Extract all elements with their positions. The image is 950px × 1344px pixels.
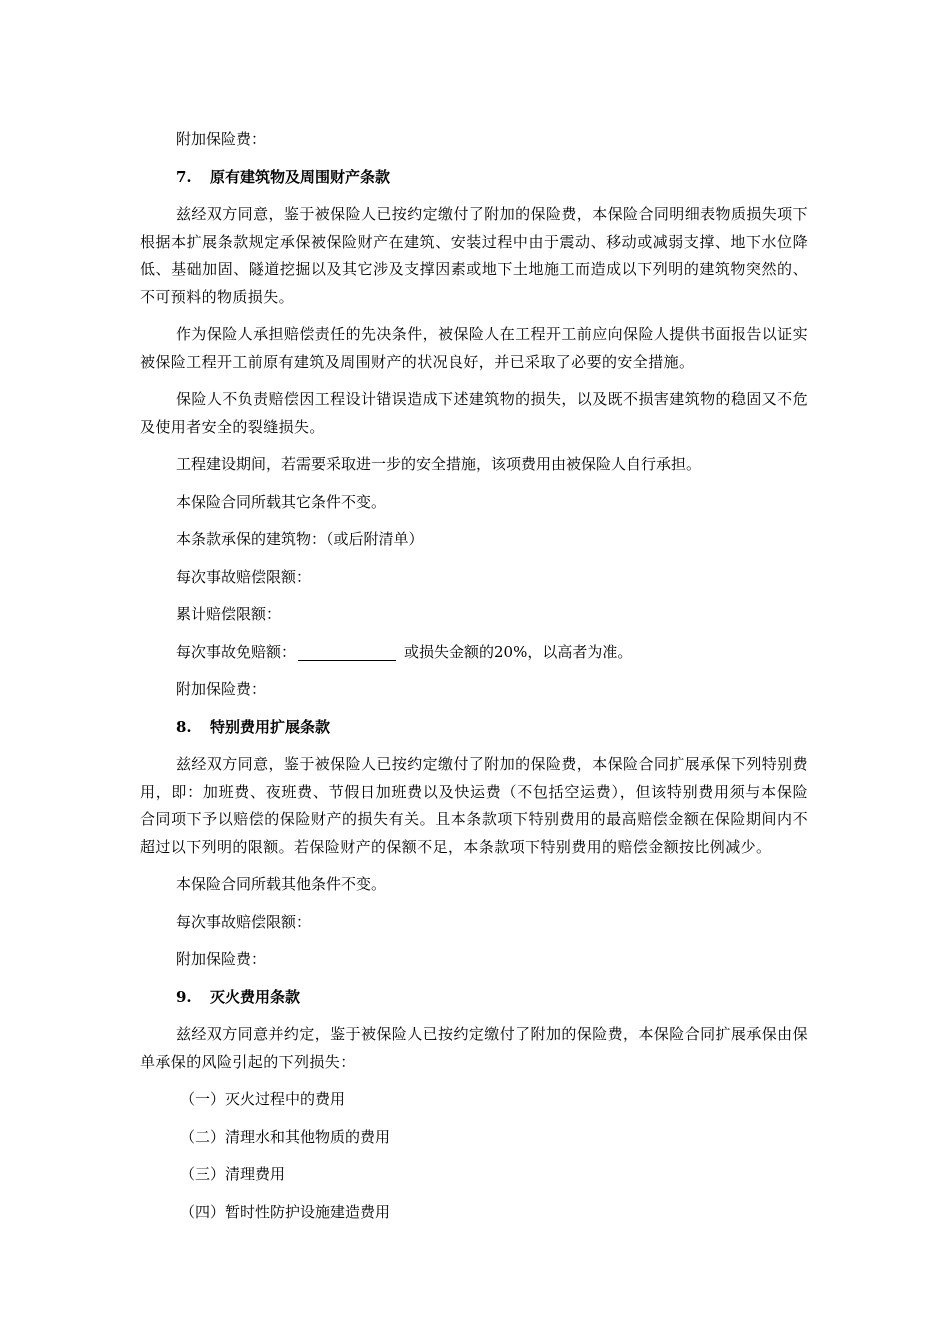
list-item: （二）清理水和其他物质的费用 [180, 1127, 391, 1146]
section-7-paragraph-4: 工程建设期间，若需要采取进一步的安全措施，该项费用由被保险人自行承担。 [176, 455, 702, 473]
section-8-paragraph-2: 本保险合同所载其他条件不变。 [176, 875, 387, 893]
section-9-heading [140, 984, 808, 1012]
section-9-list [140, 1086, 808, 1226]
section-8-premium-line: 附加保险费： [176, 950, 267, 968]
document-body [140, 126, 808, 1226]
section-8-limit-line: 每次事故赔偿限额： [176, 912, 312, 931]
section-8-number: 8. [176, 717, 192, 736]
section-7-paragraph-2: 作为保险人承担赔偿责任的先决条件，被保险人在工程开工前应向保险人提供书面报告以证实被保险工程开工前原有建筑及周围财产的状况良好，并已采取了必要的安全措施。 [140, 325, 808, 371]
aggregate-limit-line: 累计赔偿限额： [176, 605, 282, 623]
section-7-premium-line: 附加保险费： [176, 680, 267, 698]
section-9-number: 9. [176, 987, 192, 1006]
section-9-paragraph-1: 兹经双方同意并约定，鉴于被保险人已按约定缴付了附加的保险费，本保险合同扩展承保由保单承保的风险引起的下列损失： [140, 1025, 808, 1071]
section-8-heading [140, 714, 808, 742]
section-7-heading [140, 164, 808, 192]
section-8-title: 特别费用扩展条款 [210, 717, 331, 736]
section-7-title: 原有建筑物及周围财产条款 [210, 167, 391, 186]
list-item: （三）清理费用 [180, 1165, 286, 1183]
section-7-paragraph-3: 保险人不负责赔偿因工程设计错误造成下述建筑物的损失，以及既不损害建筑物的稳固又不危及使用者安全的裂缝损失。 [140, 390, 808, 436]
section-9-title: 灭火费用条款 [210, 987, 301, 1006]
section-7-number: 7. [176, 167, 192, 186]
section-7-paragraph-1: 兹经双方同意，鉴于被保险人已按约定缴付了附加的保险费，本保险合同明细表物质损失项下根据本扩展条款规定承保被保险财产在建筑、安装过程中由于震动、移动或减弱支撑、地下水位降低、基础加固、隧道挖掘以及其它涉及支撑因素或地下土地施工而造成以下列明的建筑物突然的、不可预料的物质损失。 [140, 205, 808, 306]
covered-buildings-line: 本条款承保的建筑物：（或后附清单） [176, 530, 424, 548]
per-accident-limit-line: 每次事故赔偿限额： [176, 567, 312, 586]
deductible-blank-field [298, 644, 396, 661]
deductible-rule: 或损失金额的20%，以高者为准。 [404, 642, 633, 661]
section-7-paragraph-5: 本保险合同所载其它条件不变。 [176, 492, 387, 511]
section-8-paragraph-1: 兹经双方同意，鉴于被保险人已按约定缴付了附加的保险费，本保险合同扩展承保下列特别费用，即：加班费、夜班费、节假日加班费以及快运费（不包括空运费），但该特别费用须与本保险合同项下予以赔偿的保险财产的损失有关。且本条款项下特别费用的最高赔偿金额在保险期间内不超过以下列明的限额。若保险财产的保额不足，本条款项下特别费用的赔偿金额按比例减少。 [140, 755, 808, 856]
additional-premium-line: 附加保险费： [176, 130, 267, 148]
list-item: （四）暂时性防护设施建造费用 [180, 1202, 391, 1221]
deductible-label: 每次事故免赔额： [176, 642, 297, 661]
deductible-line [140, 639, 808, 667]
list-item: （一）灭火过程中的费用 [180, 1090, 346, 1108]
